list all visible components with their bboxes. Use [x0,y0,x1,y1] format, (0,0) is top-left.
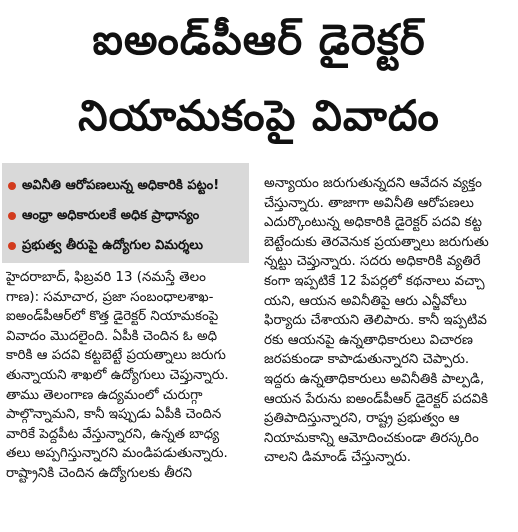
highlight-item [8,201,245,231]
article-line: జరపకుండా కాపాడుతున్నారని చెప్పారు. [264,352,470,368]
article-line: నియామకాన్ని ఆమోదించకుండా తిరస్కరిం [264,430,479,446]
article-line: ఫిర్యాదు చేశాయని తెలిపారు. కానీ ఇప్పటివ [264,313,487,329]
article-line: ఐఅండ్‌పీఆర్‌లో కొత్త డైరెక్టర్ నియామకంపై [6,309,219,325]
highlight-text: ఆంధ్రా అధికారులకే అధిక ప్రాధాన్యం [22,208,200,223]
bullet-dot-icon [8,242,16,250]
article-line: వారికే పెద్దపీట వేస్తున్నారని, ఉన్నత బాధ్య [6,426,220,442]
highlight-item [8,231,245,261]
bullet-dot-icon [8,182,16,190]
article-right-column [264,174,512,468]
article-line: యని, ఆయన అవినీతిపై ఆరు ఎన్జీవోలు [264,293,467,309]
article-line: రాష్ట్రానికి చెందిన ఉద్యోగులకు తీరని [6,465,193,481]
article-line: ప్రతిపాదిస్తున్నారని, రాష్ట్ర ప్రభుత్వం ఆ [264,411,460,427]
article-line: రకు ఆయనపై ఉన్నతాధికారులు విచారణ [264,332,473,348]
article-line: చాలని డిమాండ్ చేస్తున్నారు. [264,450,411,466]
article-line: బెట్టేందుకు తెరవెనుక ప్రయత్నాలు జరుగుతు [264,234,489,250]
article-line: హైదరాబాద్, ఫిబ్రవరి 13 (నమస్తే తెలం [6,270,206,285]
article-line: తలు అప్పగిస్తున్నారని మండిపడుతున్నారు. [6,446,228,462]
article-left-column [6,268,250,484]
article-line: గాణ): సమాచార, ప్రజా సంబంధాలశాఖ- [6,289,214,305]
headline-line-1: ఐఅండ్‌పీఆర్ డైరెక్టర్ [92,15,426,64]
article-line: ఎదుర్కొంటున్న అధికారికి డైరెక్టర్ పదవి కట్ట [264,215,482,231]
article-line: ఆయన పేరును ఐఅండ్‌పీఆర్ డైరెక్టర్ పదవికి [264,391,489,407]
article-line: చేస్తున్నారు. తాజాగా అవినీతి ఆరోపణలు [264,195,474,211]
headline-line-2: నియామకంపై వివాదం [78,91,440,140]
article-line: తున్నాయని శాఖలో ఉద్యోగులు చెప్తున్నారు. [6,367,229,383]
article-line: కారికి ఆ పదవి కట్టబెట్టే ప్రయత్నాలు జరుగు [6,348,226,364]
bullet-dot-icon [8,212,16,220]
article-line: ఇద్దరు ఉన్నతాధికారులు అవినీతికి పాల్పడి, [264,371,485,387]
article-line: కంగా ఇప్పటికే 12 పేపర్లలో కథనాలు వచ్చా [264,273,485,289]
article-line: వివాదం మొదలైంది. ఏపీకి చెందిన ఓ అధి [6,328,218,344]
article-line: న్నట్టు చెప్తున్నారు. సదరు అధికారికి వ్యతిరే [264,254,481,270]
article-line: పాల్గొన్నామని, కానీ ఇప్పుడు ఏపీకి చెందిన [6,407,222,423]
highlight-text: ప్రభుత్వ తీరుపై ఉద్యోగుల విమర్శలు [22,238,203,253]
article-line: అన్యాయం జరుగుతున్నదని ఆవేదన వ్యక్తం [264,176,482,191]
article-line: తాము తెలంగాణ ఉద్యమంలో చురుగ్గా [6,387,203,403]
highlight-item [8,171,245,201]
highlights-box [2,163,249,263]
highlight-text: అవినీతి ఆరోపణలున్న అధికారికి పట్టం! [22,178,220,193]
